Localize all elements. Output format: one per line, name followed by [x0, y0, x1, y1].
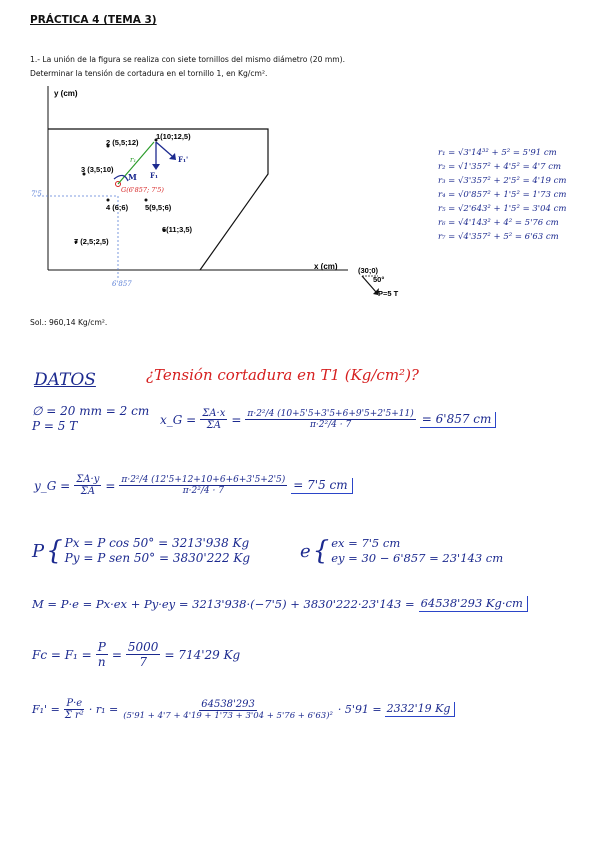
- force-f1prime-label: F₁': [178, 155, 189, 164]
- radius-r2: r₂ = √1'357² + 4'5² = 4'7 cm: [438, 162, 562, 172]
- fp-lhs: F₁' =: [32, 703, 60, 716]
- radius-r4: r₄ = √0'857² + 1'5² = 1'73 cm: [438, 190, 567, 200]
- fp-result: 2332'19 Kg: [385, 702, 456, 717]
- bolt-2-label: 2 (5,5;12): [106, 138, 139, 147]
- load-point-label: (30;0): [358, 266, 379, 275]
- force-fprime-arrow: [156, 142, 172, 156]
- data-block: [32, 404, 149, 434]
- xg-num: π·2²/4 (10+5'5+3'5+6+9'5+2'5+11): [247, 409, 414, 419]
- y-axis-label: y (cm): [54, 89, 78, 98]
- p-lhs: P: [32, 540, 45, 562]
- solution-text: Sol.: 960,14 Kg/cm².: [30, 318, 108, 327]
- xg-equation: x_G = $\frac{\Sigma A\cdot x}{\Sigma A}$ = $\frac{\text{π·2²/4 (10+5'5+3'5+6+9'5+2'5+11)}}{\text{π·2²/4 · 7}}$ = 6'857 cm: [160, 408, 496, 431]
- fc-result: = 714'29 Kg: [164, 647, 241, 662]
- question-heading: ¿Tensión cortadura en T1 (Kg/cm²)?: [146, 366, 419, 384]
- fc-mid-den: 7: [139, 655, 147, 669]
- centroid-label: G(6'857; 7'5): [121, 186, 164, 194]
- fp-num: P·e: [66, 698, 83, 709]
- e-components: e { ex = 7'5 cm ey = 30 − 6'857 = 23'143 cm: [300, 536, 504, 566]
- radii-list: [438, 146, 566, 244]
- moment-result: 64538'293 Kg·cm: [419, 596, 528, 612]
- yg-equation: y_G = $\frac{\Sigma A\cdot y}{\Sigma A}$ = $\frac{\text{π·2²/4 (12'5+12+10+6+6+3'5+2'5)}}{\text{π·2²/4 · 7}}$ = 7'5 cm: [34, 474, 353, 497]
- yg-frac-num: ΣA·y: [76, 474, 100, 485]
- datos-heading: DATOS: [34, 370, 96, 390]
- fp-big-den: (5'91 + 4'7 + 4'19 + 1'73 + 3'04 + 5'76 + 6'63)²: [123, 710, 333, 721]
- bolt-3-label: 3 (3,5;10): [81, 165, 114, 174]
- moment-label: M: [128, 172, 137, 182]
- yg-lhs: y_G =: [34, 478, 71, 493]
- fp-tail: · 5'91 =: [337, 703, 382, 716]
- bolt-4-label: 4 (6;6): [106, 203, 129, 212]
- radius-r3: r₃ = √3'357² + 2'5² = 4'19 cm: [438, 176, 567, 186]
- bolt-7-label: 7 (2,5;2,5): [74, 237, 109, 246]
- yg-result: = 7'5 cm: [291, 478, 352, 494]
- statement-line-2: Determinar la tensión de cortadura en el tornillo 1, en Kg/cm².: [30, 69, 268, 78]
- bolt-4: [107, 199, 110, 202]
- radius-r1: r₁ = √3'14³² + 5² = 5'91 cm: [438, 148, 557, 158]
- diameter-value: ∅ = 20 mm = 2 cm: [32, 404, 150, 418]
- e-lhs: e: [300, 540, 311, 562]
- force-f1-label: F₁: [150, 171, 159, 180]
- plate-outline: [48, 129, 268, 270]
- fp-big-num: 64538'293: [201, 698, 255, 710]
- radius-r6: r₆ = √4'143² + 4² = 5'76 cm: [438, 218, 559, 228]
- fc-equation: Fc = F₁ = $\frac{P}{n}$ = $\frac{5000}{7}$ = 714'29 Kg: [32, 640, 241, 669]
- yg-den: π·2²/4 · 7: [182, 486, 224, 496]
- statement-line-1: 1.- La unión de la figura se realiza con siete tornillos del mismo diámetro (20 mm).: [30, 55, 345, 64]
- py-value: Py = P sen 50° = 3830'222 Kg: [64, 551, 251, 565]
- angle-label: 50°: [373, 275, 385, 284]
- radius-r7: r₇ = √4'357² + 5² = 6'63 cm: [438, 232, 559, 242]
- fc-mid-num: 5000: [127, 640, 159, 654]
- problem-statement: [30, 53, 450, 81]
- bolt-5-label: 5(9,5;6): [145, 203, 172, 212]
- xg-den: π·2²/4 · 7: [310, 420, 352, 430]
- yg-frac-den: ΣA: [80, 486, 95, 497]
- xg-lhs: x_G =: [160, 412, 197, 427]
- fp-den: Σ r²: [64, 710, 84, 721]
- ey-value: ey = 30 − 6'857 = 23'143 cm: [331, 551, 504, 565]
- yg-mark: 7'5: [31, 190, 42, 198]
- moment-lhs: M = P·e = Px·ex + Py·ey = 3213'938·(−7'5) + 3830'222·23'143 =: [32, 597, 415, 611]
- fc-den: n: [97, 655, 106, 669]
- xg-frac-den: ΣA: [206, 420, 221, 431]
- x-axis-label: x (cm): [314, 262, 338, 271]
- fc-num: P: [97, 640, 106, 654]
- page-title: PRÁCTICA 4 (TEMA 3): [30, 14, 157, 26]
- radius-r5: r₅ = √2'643² + 1'5² = 3'04 cm: [438, 204, 567, 214]
- p-components: P { Px = P cos 50° = 3213'938 Kg Py = P sen 50° = 3830'222 Kg: [32, 536, 251, 566]
- fprime-equation: [32, 698, 455, 721]
- bolt-1-label: 1(10;12,5): [156, 132, 191, 141]
- xg-frac-num: ΣA·x: [202, 408, 226, 419]
- bolt-6-label: 6(11;3,5): [162, 225, 193, 234]
- r1-label: r₁: [130, 156, 137, 164]
- bolt-5: [145, 199, 148, 202]
- moment-equation: [32, 596, 528, 612]
- px-value: Px = P cos 50° = 3213'938 Kg: [64, 536, 250, 550]
- fc-lhs: Fc = F₁ =: [32, 647, 92, 662]
- ex-value: ex = 7'5 cm: [331, 536, 401, 550]
- xg-mark: 6'857: [112, 280, 132, 288]
- yg-num: π·2²/4 (12'5+12+10+6+6+3'5+2'5): [121, 475, 286, 485]
- load-label: P=5 T: [378, 289, 399, 298]
- fp-r: · r₁ =: [88, 703, 119, 716]
- xg-result: = 6'857 cm: [420, 412, 497, 428]
- load-value: P = 5 T: [32, 419, 78, 433]
